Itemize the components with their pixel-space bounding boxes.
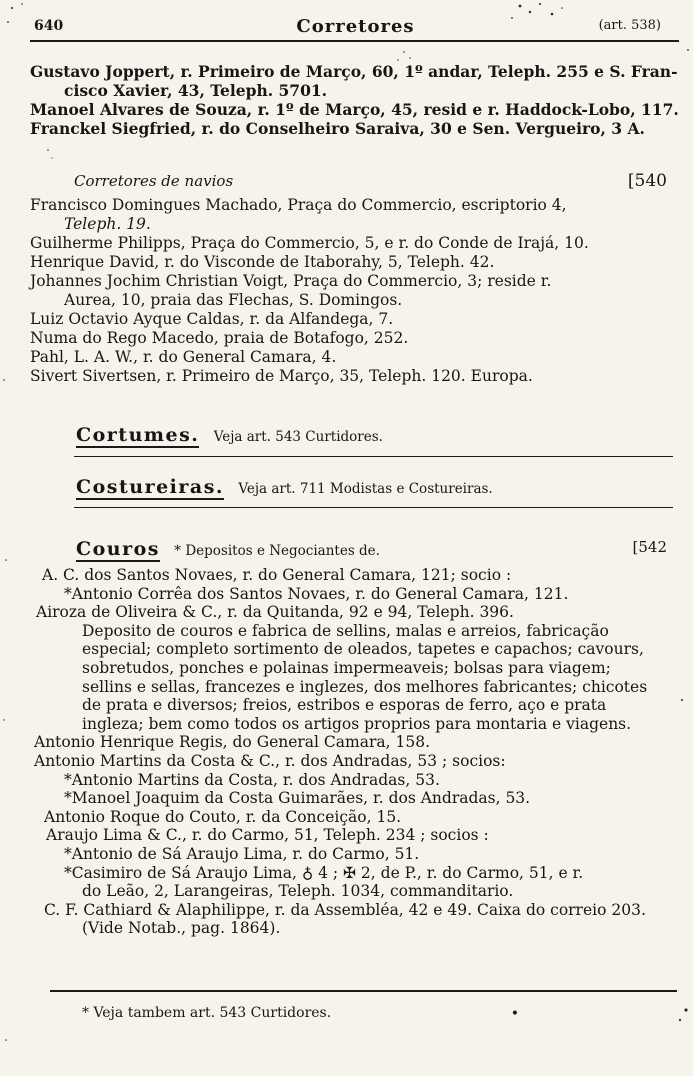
- entry-line: Guilherme Philipps, Praça do Commercio, 5, e r. do Conde de Irajá, 10.: [30, 234, 589, 252]
- category-title: Couros: [76, 538, 160, 560]
- category-title: Costureiras.: [76, 476, 225, 498]
- entry-line: Airoza de Oliveira & C., r. da Quitanda, 92 e 94, Teleph. 396.: [36, 603, 514, 622]
- entry-line: Franckel Siegfried, r. do Conselheiro Saraiva, 30 e Sen. Vergueiro, 3 A.: [30, 119, 645, 138]
- page-header: [30, 16, 681, 38]
- category-subtitle: * Depositos e Negociantes de.: [174, 543, 380, 559]
- entry-line: Antonio Martins da Costa & C., r. dos Andradas, 53 ; socios:: [34, 751, 506, 770]
- entry-line: (Vide Notab., pag. 1864).: [82, 919, 281, 938]
- entry-line: *Antonio Martins da Costa, r. dos Andradas, 53.: [64, 770, 440, 789]
- header-rule: [30, 40, 679, 42]
- category-reference: Veja art. 711 Modistas e Costureiras.: [238, 481, 493, 497]
- page-title: Corretores: [296, 16, 415, 37]
- entry-line: Deposito de couros e fabrica de sellins, malas e arreios, fabricação: [82, 621, 609, 640]
- section-rule: [74, 507, 673, 508]
- section-number-542: [542: [632, 538, 667, 556]
- entry-line: *Antonio Corrêa dos Santos Novaes, r. do General Camara, 121.: [64, 584, 569, 603]
- entry-line: cisco Xavier, 43, Teleph. 5701.: [64, 81, 328, 100]
- entry-line: *Casimiro de Sá Araujo Lima, ♁ 4 ; ✠ 2, de P., r. do Carmo, 51, e r.: [64, 863, 584, 882]
- entry-line: sobretudos, ponches e polainas impermeaveis; bolsas para viagem;: [82, 658, 611, 677]
- entry-line: *Antonio de Sá Araujo Lima, r. do Carmo, 51.: [64, 844, 420, 863]
- entry-line: A. C. dos Santos Novaes, r. do General Camara, 121; socio :: [42, 566, 512, 584]
- section-rule: [74, 456, 673, 457]
- entry-line: Antonio Henrique Regis, do General Camara, 158.: [34, 733, 430, 752]
- article-reference: (art. 538): [598, 18, 661, 33]
- category-title: Cortumes.: [76, 424, 200, 446]
- category-couros: [76, 538, 380, 560]
- entry-line: especial; completo sortimento de oleados, tapetes e capachos; cavours,: [82, 640, 644, 659]
- entry-line: C. F. Cathiard & Alaphilippe, r. da Assembléa, 42 e 49. Caixa do correio 203.: [44, 900, 646, 919]
- entry-line: do Leão, 2, Larangeiras, Teleph. 1034, commanditario.: [82, 882, 514, 901]
- entry-line: Pahl, L. A. W., r. do General Camara, 4.: [30, 348, 337, 366]
- entry-line: Teleph. 19.: [64, 215, 151, 233]
- footnote-mark: •: [510, 1006, 519, 1022]
- entry-line: Johannes Jochim Christian Voigt, Praça do Commercio, 3; reside r.: [30, 272, 552, 290]
- page-number: 640: [34, 18, 64, 34]
- entry-line: Henrique David, r. do Visconde de Itaborahy, 5, Teleph. 42.: [30, 253, 495, 271]
- section-heading-navios: Corretores de navios: [74, 172, 234, 190]
- category-reference: Veja art. 543 Curtidores.: [213, 429, 383, 445]
- entry-line: Sivert Sivertsen, r. Primeiro de Março, 35, Teleph. 120. Europa.: [30, 367, 533, 385]
- footer-rule: [50, 990, 677, 992]
- category-costureiras: [76, 476, 493, 498]
- entry-line: Numa do Rego Macedo, praia de Botafogo, 252.: [30, 329, 409, 347]
- intro-entries: [30, 62, 680, 138]
- section-number-540: [540: [627, 171, 667, 191]
- entry-line: Gustavo Joppert, r. Primeiro de Março, 60, 1º andar, Teleph. 255 e S. Fran-: [30, 62, 678, 81]
- category-cortumes: [76, 424, 383, 446]
- entry-line: sellins e sellas, francezes e inglezes, dos melhores fabricantes; chicotes: [82, 677, 648, 696]
- footnote: * Veja tambem art. 543 Curtidores.: [82, 1005, 332, 1021]
- entry-line: ingleza; bem como todos os artigos proprios para montaria e viagens.: [82, 714, 632, 733]
- entry-line: Aurea, 10, praia das Flechas, S. Domingos.: [64, 291, 403, 309]
- entry-line: Luiz Octavio Ayque Caldas, r. da Alfandega, 7.: [30, 310, 394, 328]
- entry-line: Araujo Lima & C., r. do Carmo, 51, Teleph. 234 ; socios :: [46, 826, 489, 845]
- navios-entries: [30, 196, 680, 386]
- couros-entries: [30, 566, 680, 938]
- entry-line: *Manoel Joaquim da Costa Guimarães, r. dos Andradas, 53.: [64, 789, 531, 808]
- entry-line: Antonio Roque do Couto, r. da Conceição, 15.: [44, 807, 402, 826]
- entry-line: Francisco Domingues Machado, Praça do Commercio, escriptorio 4,: [30, 196, 567, 214]
- entry-line: Manoel Alvares de Souza, r. 1º de Março, 45, resid e r. Haddock-Lobo, 117.: [30, 100, 679, 119]
- entry-line: de prata e diversos; freios, estribos e esporas de ferro, aço e prata: [82, 696, 607, 715]
